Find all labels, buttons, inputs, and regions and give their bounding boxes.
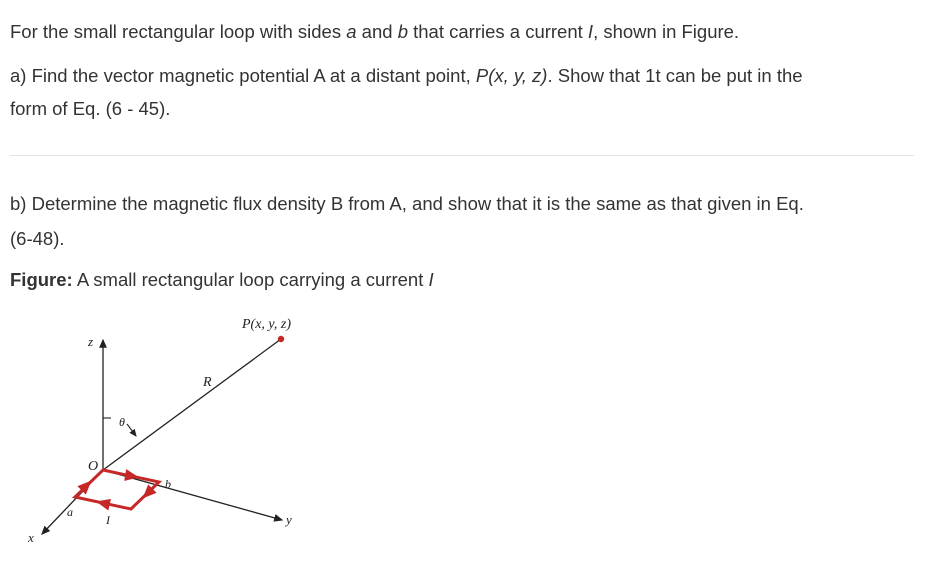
r-vector-line bbox=[103, 339, 281, 470]
current-label: I bbox=[106, 513, 110, 527]
part-a-line-2: form of Eq. (6 - 45). bbox=[10, 98, 171, 119]
part-a-line-1 bbox=[10, 64, 920, 88]
current-loop bbox=[75, 470, 159, 509]
problem-intro bbox=[10, 20, 920, 44]
y-axis-label: y bbox=[286, 512, 292, 527]
side-a-symbol: a bbox=[346, 21, 357, 42]
intro-text: , shown in Figure. bbox=[593, 21, 740, 42]
part-a-text: . Show that 1t can be put in the bbox=[547, 65, 803, 86]
current-symbol: I bbox=[428, 269, 434, 290]
y-axis bbox=[103, 470, 282, 520]
x-axis-label: x bbox=[28, 530, 34, 545]
loop-figure bbox=[10, 302, 335, 557]
current-symbol: I bbox=[587, 21, 594, 42]
point-p bbox=[278, 336, 284, 342]
point-p-label: P(x, y, z) bbox=[242, 317, 291, 332]
side-a-label: a bbox=[67, 505, 73, 519]
intro-text: that carries a current bbox=[407, 21, 588, 42]
theta-arrow bbox=[127, 424, 136, 436]
r-label: R bbox=[203, 375, 212, 390]
origin-label: O bbox=[88, 459, 99, 474]
figure-caption-label: Figure: bbox=[10, 269, 73, 290]
section-divider bbox=[10, 155, 914, 156]
theta-label: θ bbox=[119, 415, 125, 429]
side-b-symbol: b bbox=[397, 21, 408, 42]
point-symbol: P(x, y, z) bbox=[475, 65, 548, 86]
intro-text: and bbox=[356, 21, 398, 42]
figure-caption-text: A small rectangular loop carrying a current bbox=[72, 269, 429, 290]
intro-text: For the small rectangular loop with sides bbox=[10, 21, 347, 42]
figure-caption bbox=[10, 268, 920, 292]
side-b-label: b bbox=[165, 477, 171, 491]
part-a-text: a) Find the vector magnetic potential A at a distant point, bbox=[10, 65, 476, 86]
part-b-line-2: (6-48). bbox=[10, 228, 65, 249]
part-b-line-1: b) Determine the magnetic flux density B from A, and show that it is the same as that given in Eq. bbox=[10, 193, 804, 214]
z-axis-label: z bbox=[88, 334, 94, 349]
